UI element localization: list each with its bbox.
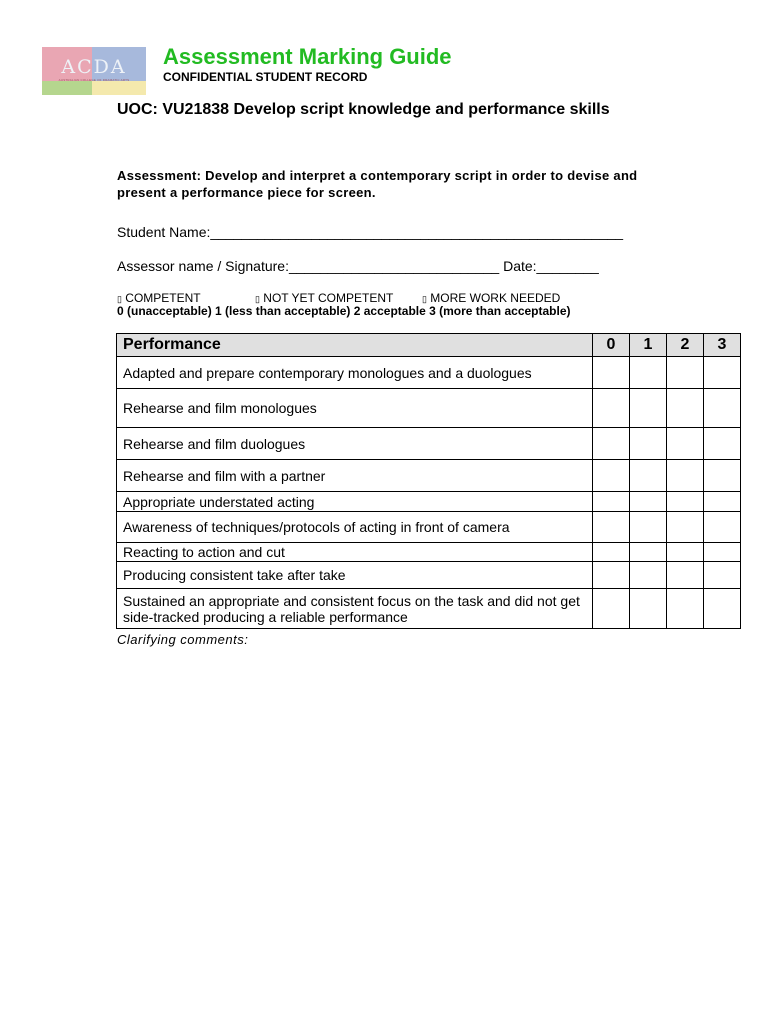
criterion-label: Appropriate understated acting	[117, 492, 593, 512]
competency-legend	[117, 291, 560, 305]
score-cell-1[interactable]	[630, 357, 667, 389]
criterion-label: Awareness of techniques/protocols of acting in front of camera	[117, 512, 593, 543]
score-cell-0[interactable]	[593, 492, 630, 512]
score-cell-2[interactable]	[667, 562, 704, 589]
score-cell-1[interactable]	[630, 389, 667, 428]
score-cell-3[interactable]	[704, 589, 741, 629]
logo-letters: ACDA	[61, 56, 127, 78]
score-cell-0[interactable]	[593, 543, 630, 562]
table-row	[117, 428, 741, 460]
table-row	[117, 460, 741, 492]
score-cell-2[interactable]	[667, 428, 704, 460]
score-cell-3[interactable]	[704, 460, 741, 492]
not-yet-label: NOT YET COMPETENT	[263, 291, 394, 305]
score-header-3: 3	[704, 334, 741, 357]
score-cell-2[interactable]	[667, 357, 704, 389]
table-header-row	[117, 334, 741, 357]
unit-of-competency: UOC: VU21838 Develop script knowledge and performance skills	[117, 101, 610, 118]
page-title: Assessment Marking Guide	[163, 44, 452, 69]
score-cell-2[interactable]	[667, 512, 704, 543]
page-subtitle: CONFIDENTIAL STUDENT RECORD	[163, 70, 368, 84]
score-cell-2[interactable]	[667, 389, 704, 428]
more-work-label: MORE WORK NEEDED	[430, 291, 561, 305]
score-cell-1[interactable]	[630, 543, 667, 562]
clarifying-comments-label: Clarifying comments:	[117, 632, 249, 647]
criterion-label: Reacting to action and cut	[117, 543, 593, 562]
assessor-signature-field[interactable]: Assessor name / Signature:___________________________ Date:________	[117, 258, 599, 274]
score-cell-3[interactable]	[704, 428, 741, 460]
table-row	[117, 543, 741, 562]
criterion-label: Rehearse and film with a partner	[117, 460, 593, 492]
table-row	[117, 389, 741, 428]
not-yet-checkbox-icon[interactable]: ▯	[255, 294, 260, 304]
criterion-label: Rehearse and film monologues	[117, 389, 593, 428]
score-cell-0[interactable]	[593, 562, 630, 589]
score-cell-2[interactable]	[667, 460, 704, 492]
competent-checkbox-icon[interactable]: ▯	[117, 294, 122, 304]
score-cell-0[interactable]	[593, 357, 630, 389]
performance-header: Performance	[117, 334, 593, 357]
rating-scale: 0 (unacceptable) 1 (less than acceptable) 2 acceptable 3 (more than acceptable)	[117, 304, 571, 318]
table-row	[117, 492, 741, 512]
score-cell-3[interactable]	[704, 512, 741, 543]
criterion-label: Sustained an appropriate and consistent focus on the task and did not get side-tracked producing a reliable performance	[117, 589, 593, 629]
score-cell-3[interactable]	[704, 492, 741, 512]
criterion-label: Rehearse and film duologues	[117, 428, 593, 460]
competent-label: COMPETENT	[125, 291, 201, 305]
score-cell-0[interactable]	[593, 589, 630, 629]
score-cell-2[interactable]	[667, 492, 704, 512]
score-cell-3[interactable]	[704, 543, 741, 562]
score-cell-3[interactable]	[704, 562, 741, 589]
logo-tagline: AUSTRALIAN COLLEGE OF DRAMATIC ARTS	[58, 78, 130, 82]
assessment-description: Assessment: Develop and interpret a contemporary script in order to devise and present a performance piece for screen.	[117, 168, 638, 200]
student-name-field[interactable]: Student Name:_____________________________________________________	[117, 224, 624, 240]
table-row	[117, 357, 741, 389]
score-header-0: 0	[593, 334, 630, 357]
performance-table	[116, 333, 741, 629]
table-row	[117, 562, 741, 589]
score-cell-0[interactable]	[593, 512, 630, 543]
score-cell-0[interactable]	[593, 389, 630, 428]
score-cell-1[interactable]	[630, 428, 667, 460]
score-cell-1[interactable]	[630, 512, 667, 543]
table-row	[117, 589, 741, 629]
score-cell-1[interactable]	[630, 589, 667, 629]
score-cell-3[interactable]	[704, 389, 741, 428]
score-header-2: 2	[667, 334, 704, 357]
score-cell-0[interactable]	[593, 428, 630, 460]
score-cell-2[interactable]	[667, 543, 704, 562]
score-cell-1[interactable]	[630, 492, 667, 512]
more-work-checkbox-icon[interactable]: ▯	[422, 294, 427, 304]
criterion-label: Adapted and prepare contemporary monologues and a duologues	[117, 357, 593, 389]
score-header-1: 1	[630, 334, 667, 357]
criterion-label: Producing consistent take after take	[117, 562, 593, 589]
acda-logo	[42, 47, 146, 95]
table-row	[117, 512, 741, 543]
score-cell-3[interactable]	[704, 357, 741, 389]
score-cell-2[interactable]	[667, 589, 704, 629]
score-cell-1[interactable]	[630, 562, 667, 589]
score-cell-0[interactable]	[593, 460, 630, 492]
score-cell-1[interactable]	[630, 460, 667, 492]
